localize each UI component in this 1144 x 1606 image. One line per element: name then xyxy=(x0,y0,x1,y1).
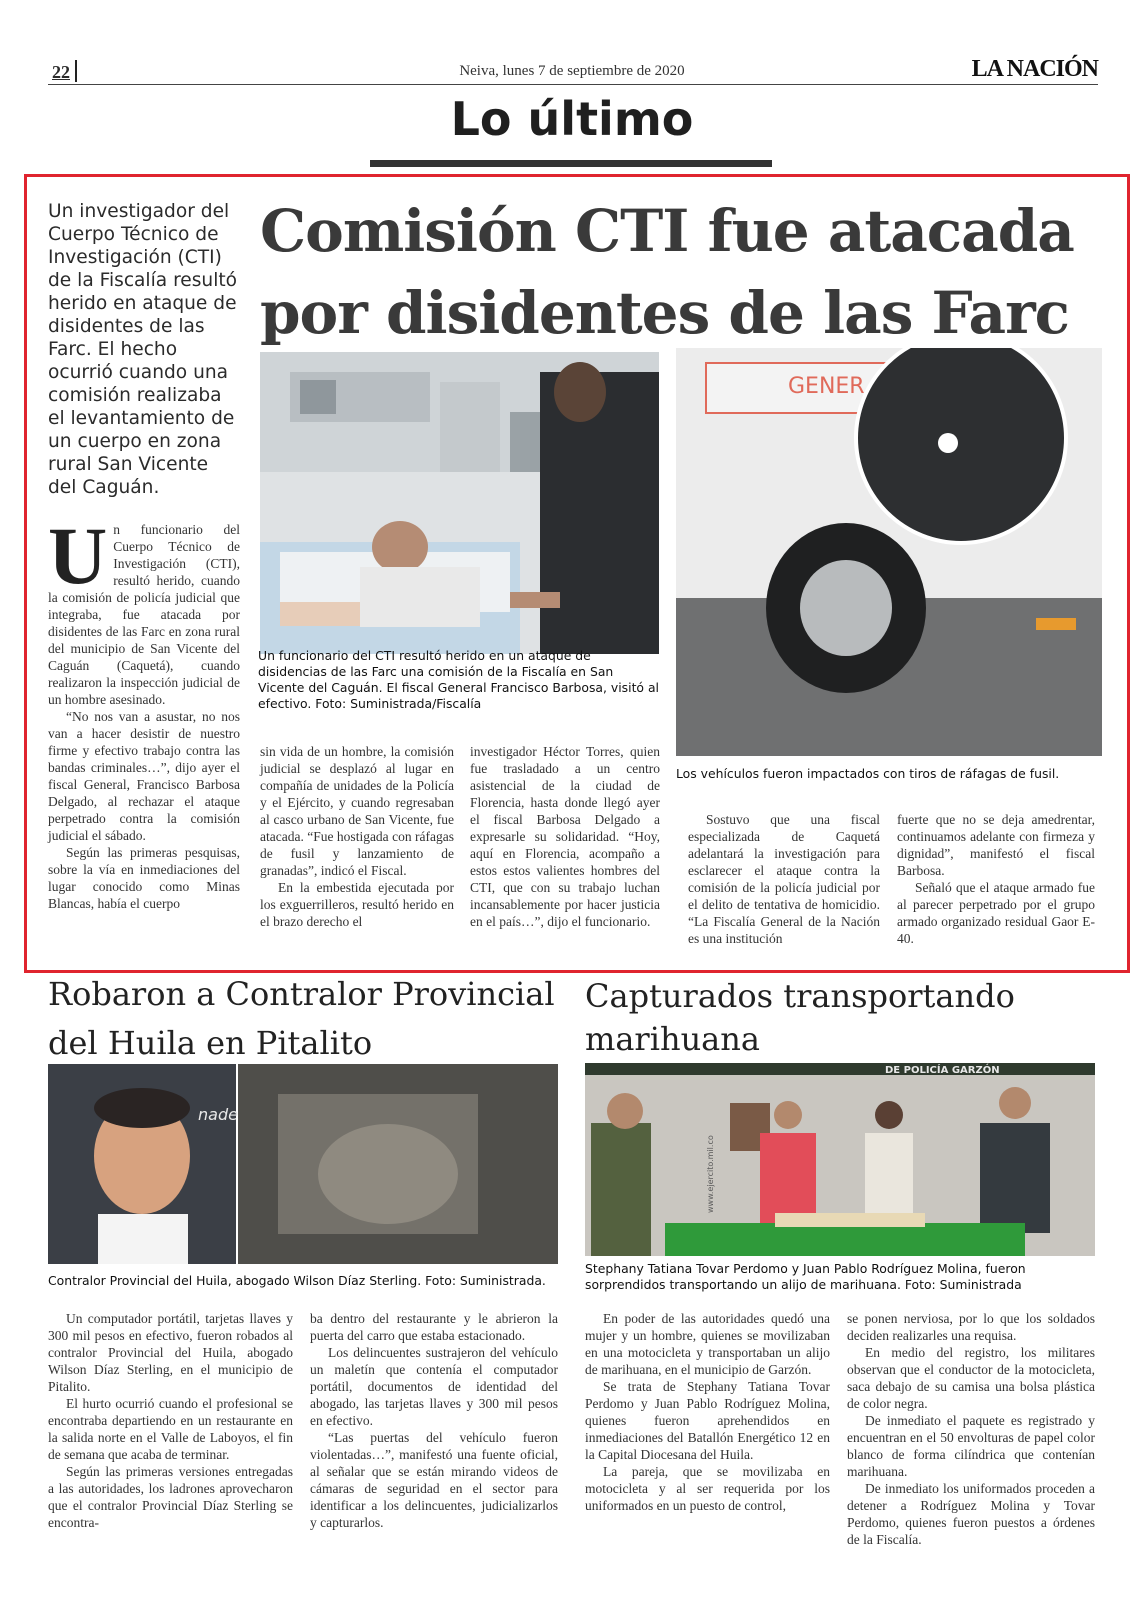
drop-cap: U xyxy=(48,510,108,601)
right-col1-p1: En poder de las autoridades quedó una mujer y un hombre, quienes se movilizaban en una motocicleta y transportaban un alijo de marihuana, en el municipio de Garzón. xyxy=(585,1311,830,1377)
right-col1-p3: La pareja, que se movilizaba en motocicleta y al ser requerida por los uniformados en un puesto de control, xyxy=(585,1464,830,1513)
main-col5-p1: fuerte que no se deja amedrentar, continuamos adelante con firmeza y dignidad”, manifestó el fiscal Barbosa. xyxy=(897,812,1095,878)
photo-vehicle xyxy=(676,348,1102,756)
left-col2-p2: Los delincuentes sustrajeron del vehículo un maletín que contenía el computador portátil, documentos de identidad del abogado, las tarjetas llaves y 300 mil pesos en efectivo. xyxy=(310,1345,558,1428)
vehicle-sign-text: GENER xyxy=(788,374,865,399)
left-story-column-1 xyxy=(48,1310,293,1531)
photo-hospital xyxy=(260,352,659,654)
vehicle-scene-illustration xyxy=(676,348,1102,756)
right-col2-p4: De inmediato los uniformados proceden a detener a Rodríguez Molina y Tovar Perdomo, quienes fueron puestos a órdenes de la Fiscalía. xyxy=(847,1481,1095,1547)
capturados-photo-illustration xyxy=(585,1063,1095,1256)
section-underline xyxy=(370,160,772,167)
photo-hospital-caption: Un funcionario del CTI resultó herido en un ataque de disidencias de las Farc una comisión de la Fiscalía en San Vicente del Caguán. El fiscal General Francisco Barbosa, visitó al efectivo. Foto: Suministrada/Fiscalía xyxy=(258,648,659,711)
photo-contralor xyxy=(48,1064,558,1264)
left-col1-p3: Según las primeras versiones entregadas a las autoridades, los ladrones aprovecharon que el contralor Provincial Díaz Sterling se encontra- xyxy=(48,1464,293,1530)
left-story-caption: Contralor Provincial del Huila, abogado Wilson Díaz Sterling. Foto: Suministrada. xyxy=(48,1273,546,1288)
contralor-photo-text: nade xyxy=(198,1105,238,1124)
photo-banner-text: DE POLICÍA GARZÓN xyxy=(885,1065,1000,1076)
contralor-photo-illustration xyxy=(48,1064,558,1264)
left-col1-p2: El hurto ocurrió cuando el profesional se encontraba departiendo en un restaurante en la salida norte en el Valle de Laboyos, el fin de semana que acaba de terminar. xyxy=(48,1396,293,1462)
right-story-caption: Stephany Tatiana Tovar Perdomo y Juan Pablo Rodríguez Molina, fueron sorprendidos transportando un alijo de marihuana. Foto: Suministrada xyxy=(585,1261,1026,1292)
right-story-headline: Capturados transportando marihuana xyxy=(585,977,1015,1058)
main-headline: Comisión CTI fue atacada por disidentes de las Farc xyxy=(260,197,1074,347)
left-col2-p1: ba dentro del restaurante y le abrieron la puerta del carro que estaba estacionado. xyxy=(310,1311,558,1343)
photo-side-text: www.ejercito.mil.co xyxy=(706,1135,715,1213)
main-story-column-3 xyxy=(470,743,660,930)
photo-vehicle-caption: Los vehículos fueron impactados con tiros de ráfagas de fusil. xyxy=(676,766,1060,781)
masthead-logo: LA NACIÓN xyxy=(971,56,1098,82)
header-rule xyxy=(48,84,1098,85)
page-number: 22 xyxy=(52,62,70,82)
right-col1-p2: Se trata de Stephany Tatiana Tovar Perdomo y Juan Pablo Rodríguez Molina, quienes fueron aprehendidos en inmediaciones del Batallón Energético 12 en la Capital Diocesana del Huila. xyxy=(585,1379,830,1462)
dateline: Neiva, lunes 7 de septiembre de 2020 xyxy=(459,63,685,79)
right-col2-p1: se ponen nerviosa, por lo que los soldados deciden realizarles una requisa. xyxy=(847,1311,1095,1343)
main-story-column-2 xyxy=(260,743,454,930)
right-col2-p3: De inmediato el paquete es registrado y encuentran en el 50 envolturas de papel color blanco de forma cilíndrica que contenían marihuana. xyxy=(847,1413,1095,1479)
left-col1-p1: Un computador portátil, tarjetas llaves y 300 mil pesos en efectivo, fueron robados al contralor Provincial del Huila, abogado Wilson Díaz Sterling, en el municipio de Pitalito. xyxy=(48,1311,293,1394)
main-col5-p2: Señaló que el ataque armado fue al parecer perpetrado por el grupo armado organizado residual Gaor E-40. xyxy=(897,880,1095,946)
main-story-column-5 xyxy=(897,811,1095,947)
right-story-column-1 xyxy=(585,1310,830,1514)
section-title: Lo último xyxy=(450,92,694,146)
left-col2-p3: “Las puertas del vehículo fueron violentadas…”, manifestó una fuente oficial, al señalar que se están mirando videos de cámaras de seguridad en el sector para identificar a los delincuentes, judicializarlos y capturarlos. xyxy=(310,1430,558,1530)
right-col2-p2: En medio del registro, los militares observan que el conductor de la motocicleta, saca debajo de su camisa una bolsa plástica de color negra. xyxy=(847,1345,1095,1411)
main-col2-p1: sin vida de un hombre, la comisión judicial se desplazó al lugar en compañía de unidades de la Policía y el Ejército, y cuando regresaban al casco urbano de San Vicente, fue atacada. “Fue hostigada con ráfagas de fusil y lanzamiento de granadas”, indicó el Fiscal. xyxy=(260,744,454,878)
right-story-column-2 xyxy=(847,1310,1095,1548)
main-col1-p1: n funcionario del Cuerpo Técnico de Investigación (CTI), resultó herido, cuando la comisión de policía judicial que integraba, fue atacada por disidentes de las Farc en zona rural del municipio de San Vicente del Caguán (Caquetá), cuando realizaron la inspección judicial de un hombre asesinado. xyxy=(48,522,240,707)
main-story-column-4 xyxy=(688,811,880,947)
left-story-column-2 xyxy=(310,1310,558,1531)
main-col3-p1: investigador Héctor Torres, quien fue trasladado a un centro asistencial de la ciudad de Florencia, hasta donde llegó ayer el fiscal Barbosa Delgado a expresarle su solidaridad. “Hoy, aquí en Florencia, acompaño a estos estos valientes hombres del CTI, que con su trabajo luchan incansablemente por hacer justicia en el país…”, dijo el funcionario. xyxy=(470,744,660,929)
main-col2-p2: En la embestida ejecutada por los exguerrilleros, resultó herido en el brazo derecho el xyxy=(260,880,454,929)
left-story-headline: Robaron a Contralor Provincial del Huila en Pitalito xyxy=(48,975,555,1062)
photo-capturados xyxy=(585,1063,1095,1256)
main-col4-p1: Sostuvo que una fiscal especializada de Caquetá adelantará la investigación para esclarecer el ataque contra la comisión de la policía judicial por el delito de tentativa de homicidio. “La Fiscalía General de la Nación es una institución xyxy=(688,812,880,946)
main-story-column-1 xyxy=(48,510,240,912)
main-lead-text: Un investigador del Cuerpo Técnico de Investigación (CTI) de la Fiscalía resultó herido en ataque de disidentes de las Farc. El hecho ocurrió cuando una comisión realizaba el levantamiento de un cuerpo en zona rural San Vicente del Caguán. xyxy=(48,201,238,498)
main-col1-p3: Según las primeras pesquisas, sobre la vía en inmediaciones del lugar conocido como Minas Blancas, había el cuerpo xyxy=(48,845,240,911)
main-col1-p2: “No nos van a asustar, no nos van a hacer desistir de nuestro firme y efectivo trabajo contra las bandas criminales…”, dijo ayer el fiscal General, Francisco Barbosa Delgado, al rechazar el ataque perpetrado contra la comisión judicial el sábado. xyxy=(48,709,240,843)
hospital-scene-illustration xyxy=(260,352,659,654)
